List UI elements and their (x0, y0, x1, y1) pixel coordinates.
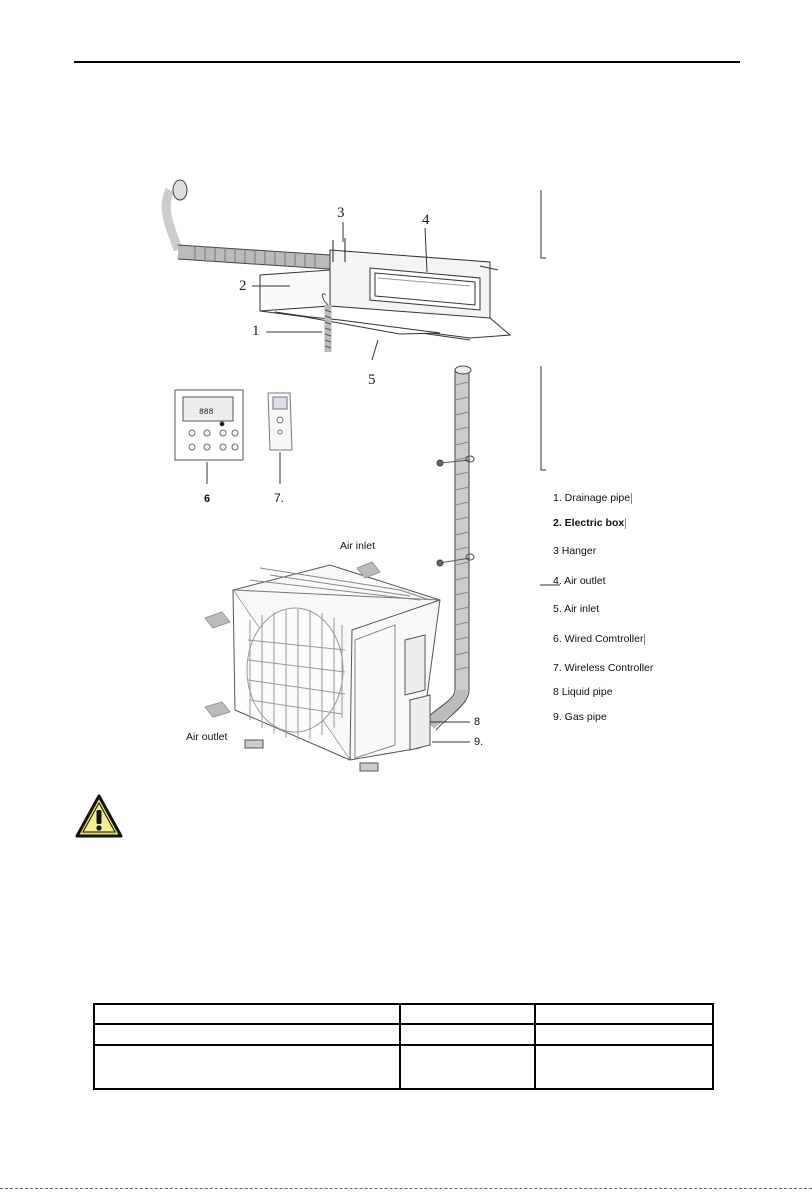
pipe-set (425, 366, 474, 730)
legend-item-3: 3 Hanger (553, 545, 597, 557)
table-cell (400, 1004, 535, 1024)
wireless-remote (268, 393, 292, 450)
callout-9: 9. (474, 736, 484, 748)
legend-item-1: 1. Drainage pipe (553, 492, 631, 504)
table-cell (535, 1004, 713, 1024)
legend-item-7: 7. Wireless Controller (553, 662, 654, 674)
warning-icon (74, 793, 124, 839)
legend-item-8: 8 Liquid pipe (553, 686, 613, 698)
table-cell (94, 1004, 400, 1024)
callout-4: 4 (422, 212, 430, 228)
table-row (94, 1004, 713, 1024)
table-cell (94, 1045, 400, 1089)
table-cell (94, 1024, 400, 1045)
callout-2: 2 (239, 278, 247, 294)
outdoor-unit (233, 565, 440, 771)
table-cell (535, 1045, 713, 1089)
legend-item-4: 4. Air outlet (553, 575, 606, 587)
legend-item-6: 6. Wired Comtroller (553, 633, 644, 645)
table-cell (400, 1045, 535, 1089)
callout-1: 1 (252, 323, 260, 339)
table-row (94, 1024, 713, 1045)
callout-6: 6 (204, 493, 211, 505)
spec-table (93, 1003, 714, 1090)
page-bottom-edge (0, 1188, 812, 1189)
legend-item-5: 5. Air inlet (553, 603, 600, 615)
air-outlet-label: Air outlet (186, 731, 228, 743)
controller-display: 888 (199, 408, 214, 417)
callout-5: 5 (368, 372, 376, 388)
table-row (94, 1045, 713, 1089)
wired-controller (175, 390, 243, 460)
callout-8: 8 (474, 716, 481, 728)
table-cell (400, 1024, 535, 1045)
air-inlet-label: Air inlet (340, 540, 376, 552)
callout-3: 3 (337, 205, 345, 221)
legend-item-9: 9. Gas pipe (553, 711, 607, 723)
table-cell (535, 1024, 713, 1045)
callout-7: 7. (274, 491, 285, 505)
refrigerant-hose (166, 180, 330, 269)
legend-item-2: 2. Electric box (553, 517, 625, 529)
